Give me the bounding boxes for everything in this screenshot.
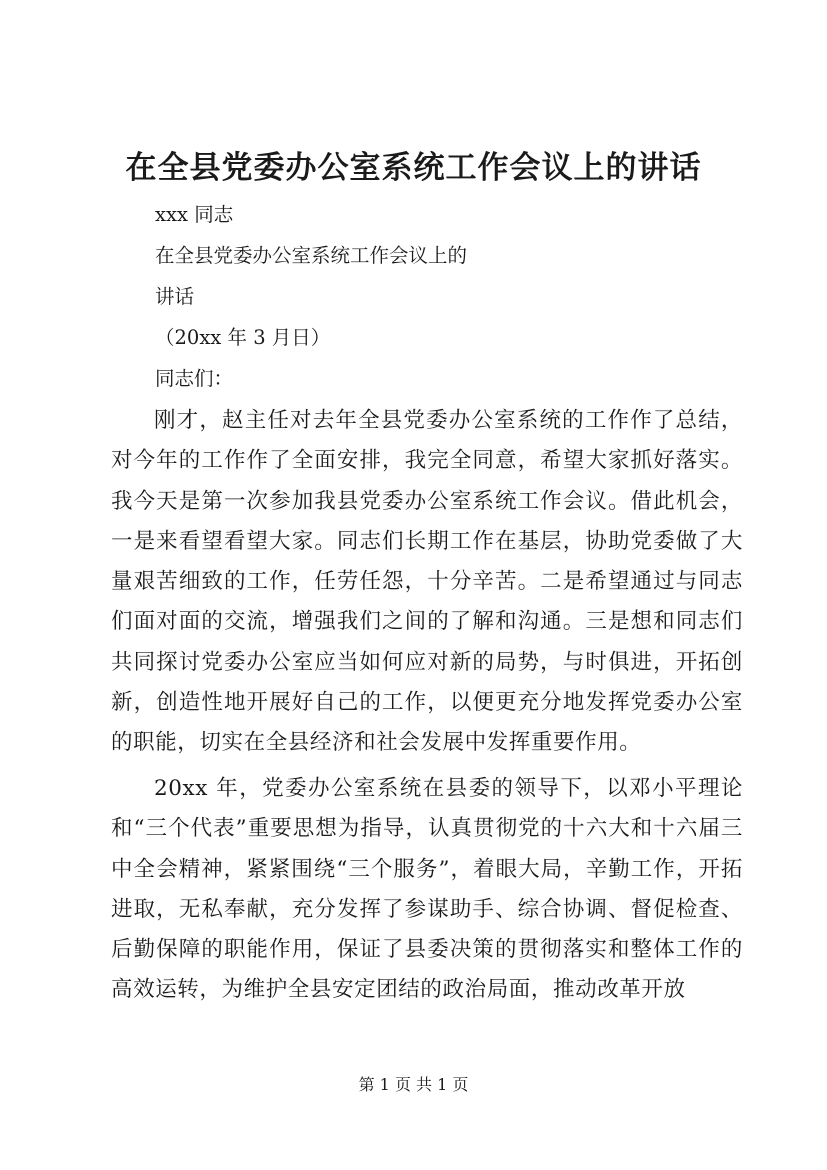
body-paragraph-2: 20xx 年，党委办公室系统在县委的领导下，以邓小平理论和“三个代表”重要思想为指导，认真贯彻党的十六大和十六届三中全会精神，紧紧围绕“三个服务”，着眼大局，辛勤工作，开拓进取，无私奉献，充分发挥了参谋助手、综合协调、督促检查、后勤保障的职能作用，保证了县委决策的贯彻落实和整体工作的高效运转，为维护全县安定团结的政治局面，推动改革开放 [111, 776, 743, 1003]
subtitle-line-2: 讲话 [155, 285, 195, 308]
body-paragraph-1: 刚才，赵主任对去年全县党委办公室系统的工作作了总结，对今年的工作作了全面安排，我完全同意，希望大家抓好落实。我今天是第一次参加我县党委办公室系统工作会议。借此机会，一是来看望看望大家。同志们长期工作在基层，协助党委做了大量艰苦细致的工作，任劳任怨，十分辛苦。二是希望通过与同志们面对面的交流，增强我们之间的了解和沟通。三是想和同志们共同探讨党委办公室应当如何应对新的局势，与时俱进，开拓创新，创造性地开展好自己的工作，以便更充分地发挥党委办公室的职能，切实在全县经济和社会发展中发挥重要作用。 [111, 408, 743, 756]
addressee-line: xxx 同志 [155, 203, 234, 226]
date-line: （20xx 年 3 月日） [155, 326, 331, 349]
document-title: 在全县党委办公室系统工作会议上的讲话 [125, 150, 702, 186]
page-footer: 第 1 页 共 1 页 [358, 1075, 469, 1094]
salutation-line: 同志们： [155, 367, 234, 390]
subtitle-line-1: 在全县党委办公室系统工作会议上的 [155, 244, 468, 267]
